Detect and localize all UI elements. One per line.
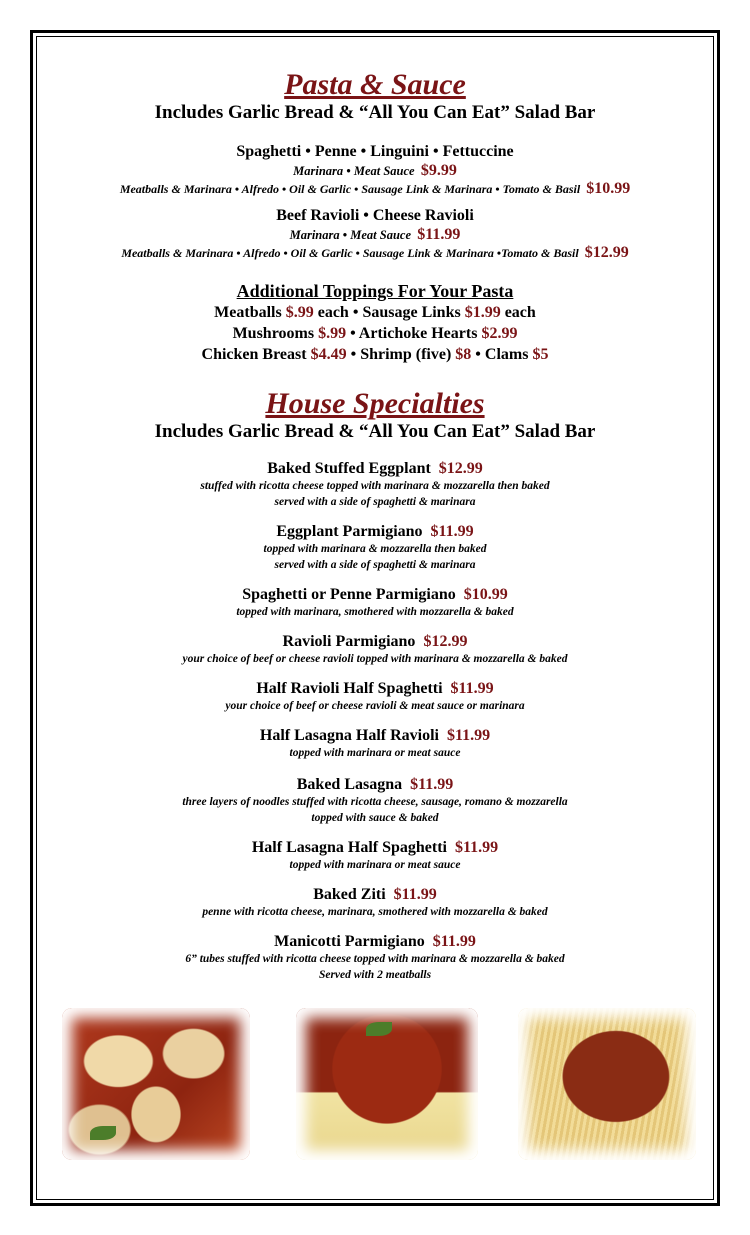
- toppings-line-2: Mushrooms $.99 • Artichoke Hearts $2.99: [232, 325, 518, 342]
- ravioli-basic-sauce-line: Marinara • Meat Sauce $11.99: [289, 226, 461, 243]
- specialty-item: Baked Ziti $11.99 penne with ricotta cheese, marinara, smothered with mozzarella & baked: [202, 886, 548, 918]
- toppings-line-1: Meatballs $.99 each • Sausage Links $1.99 each: [214, 304, 536, 321]
- pasta-types-line: Spaghetti • Penne • Linguini • Fettuccine: [236, 143, 514, 160]
- specialty-item: Eggplant Parmigiano $11.99 topped with marinara & mozzarella then baked served with a side of spaghetti & marinara: [263, 523, 487, 571]
- specialty-item: Half Lasagna Half Ravioli $11.99 topped with marinara or meat sauce: [259, 727, 491, 759]
- toppings-title: Additional Toppings For Your Pasta: [236, 281, 514, 301]
- price: $11.99: [417, 226, 461, 243]
- specialty-item: Baked Lasagna $11.99 three layers of noodles stuffed with ricotta cheese, sausage, romano & mozzarella topped with sauce & baked: [182, 776, 568, 824]
- menu-content: [40, 0, 710, 983]
- specialty-item: Ravioli Parmigiano $12.99 your choice of beef or cheese ravioli topped with marinara & mozzarella & baked: [182, 633, 568, 665]
- specialties-section-title: House Specialties: [265, 387, 485, 420]
- specialty-item: Spaghetti or Penne Parmigiano $10.99 topped with marinara, smothered with mozzarella & baked: [236, 586, 514, 618]
- pasta-subtitle: Includes Garlic Bread & “All You Can Eat” Salad Bar: [154, 102, 596, 123]
- specialties-subtitle: Includes Garlic Bread & “All You Can Eat” Salad Bar: [154, 421, 596, 442]
- pasta-premium-sauce-line: Meatballs & Marinara • Alfredo • Oil & Garlic • Sausage Link & Marinara • Tomato & Basil $10.99: [119, 180, 631, 197]
- ravioli-types-line: Beef Ravioli • Cheese Ravioli: [276, 207, 474, 224]
- price: $10.99: [586, 180, 631, 197]
- specialty-item: Half Lasagna Half Spaghetti $11.99 topped with marinara or meat sauce: [251, 839, 499, 871]
- specialty-item: Baked Stuffed Eggplant $12.99 stuffed with ricotta cheese topped with marinara & mozzarella then baked served with a side of spaghetti & marinara: [200, 460, 550, 508]
- specialty-item: Half Ravioli Half Spaghetti $11.99 your choice of beef or cheese ravioli & meat sauce or marinara: [225, 680, 525, 712]
- toppings-line-3: Chicken Breast $4.49 • Shrimp (five) $8 • Clams $5: [201, 346, 549, 363]
- price: $9.99: [420, 162, 457, 179]
- pasta-section-title: Pasta & Sauce: [284, 68, 466, 101]
- basil-leaf-icon: [366, 1022, 392, 1036]
- ravioli-premium-sauce-line: Meatballs & Marinara • Alfredo • Oil & Garlic • Sausage Link & Marinara •Tomato & Basil $12.99: [121, 244, 629, 261]
- ravioli-photo: [62, 1008, 250, 1160]
- basil-leaf-icon: [90, 1126, 116, 1140]
- spaghetti-meat-sauce-photo: [518, 1008, 696, 1160]
- pasta-basic-sauce-line: Marinara • Meat Sauce $9.99: [293, 162, 457, 179]
- specialty-item: Manicotti Parmigiano $11.99 6” tubes stuffed with ricotta cheese topped with marinara & mozzarella & baked Served with 2 meatballs: [185, 933, 565, 981]
- price: $12.99: [584, 244, 629, 261]
- ravioli-meat-sauce-photo: [296, 1008, 478, 1160]
